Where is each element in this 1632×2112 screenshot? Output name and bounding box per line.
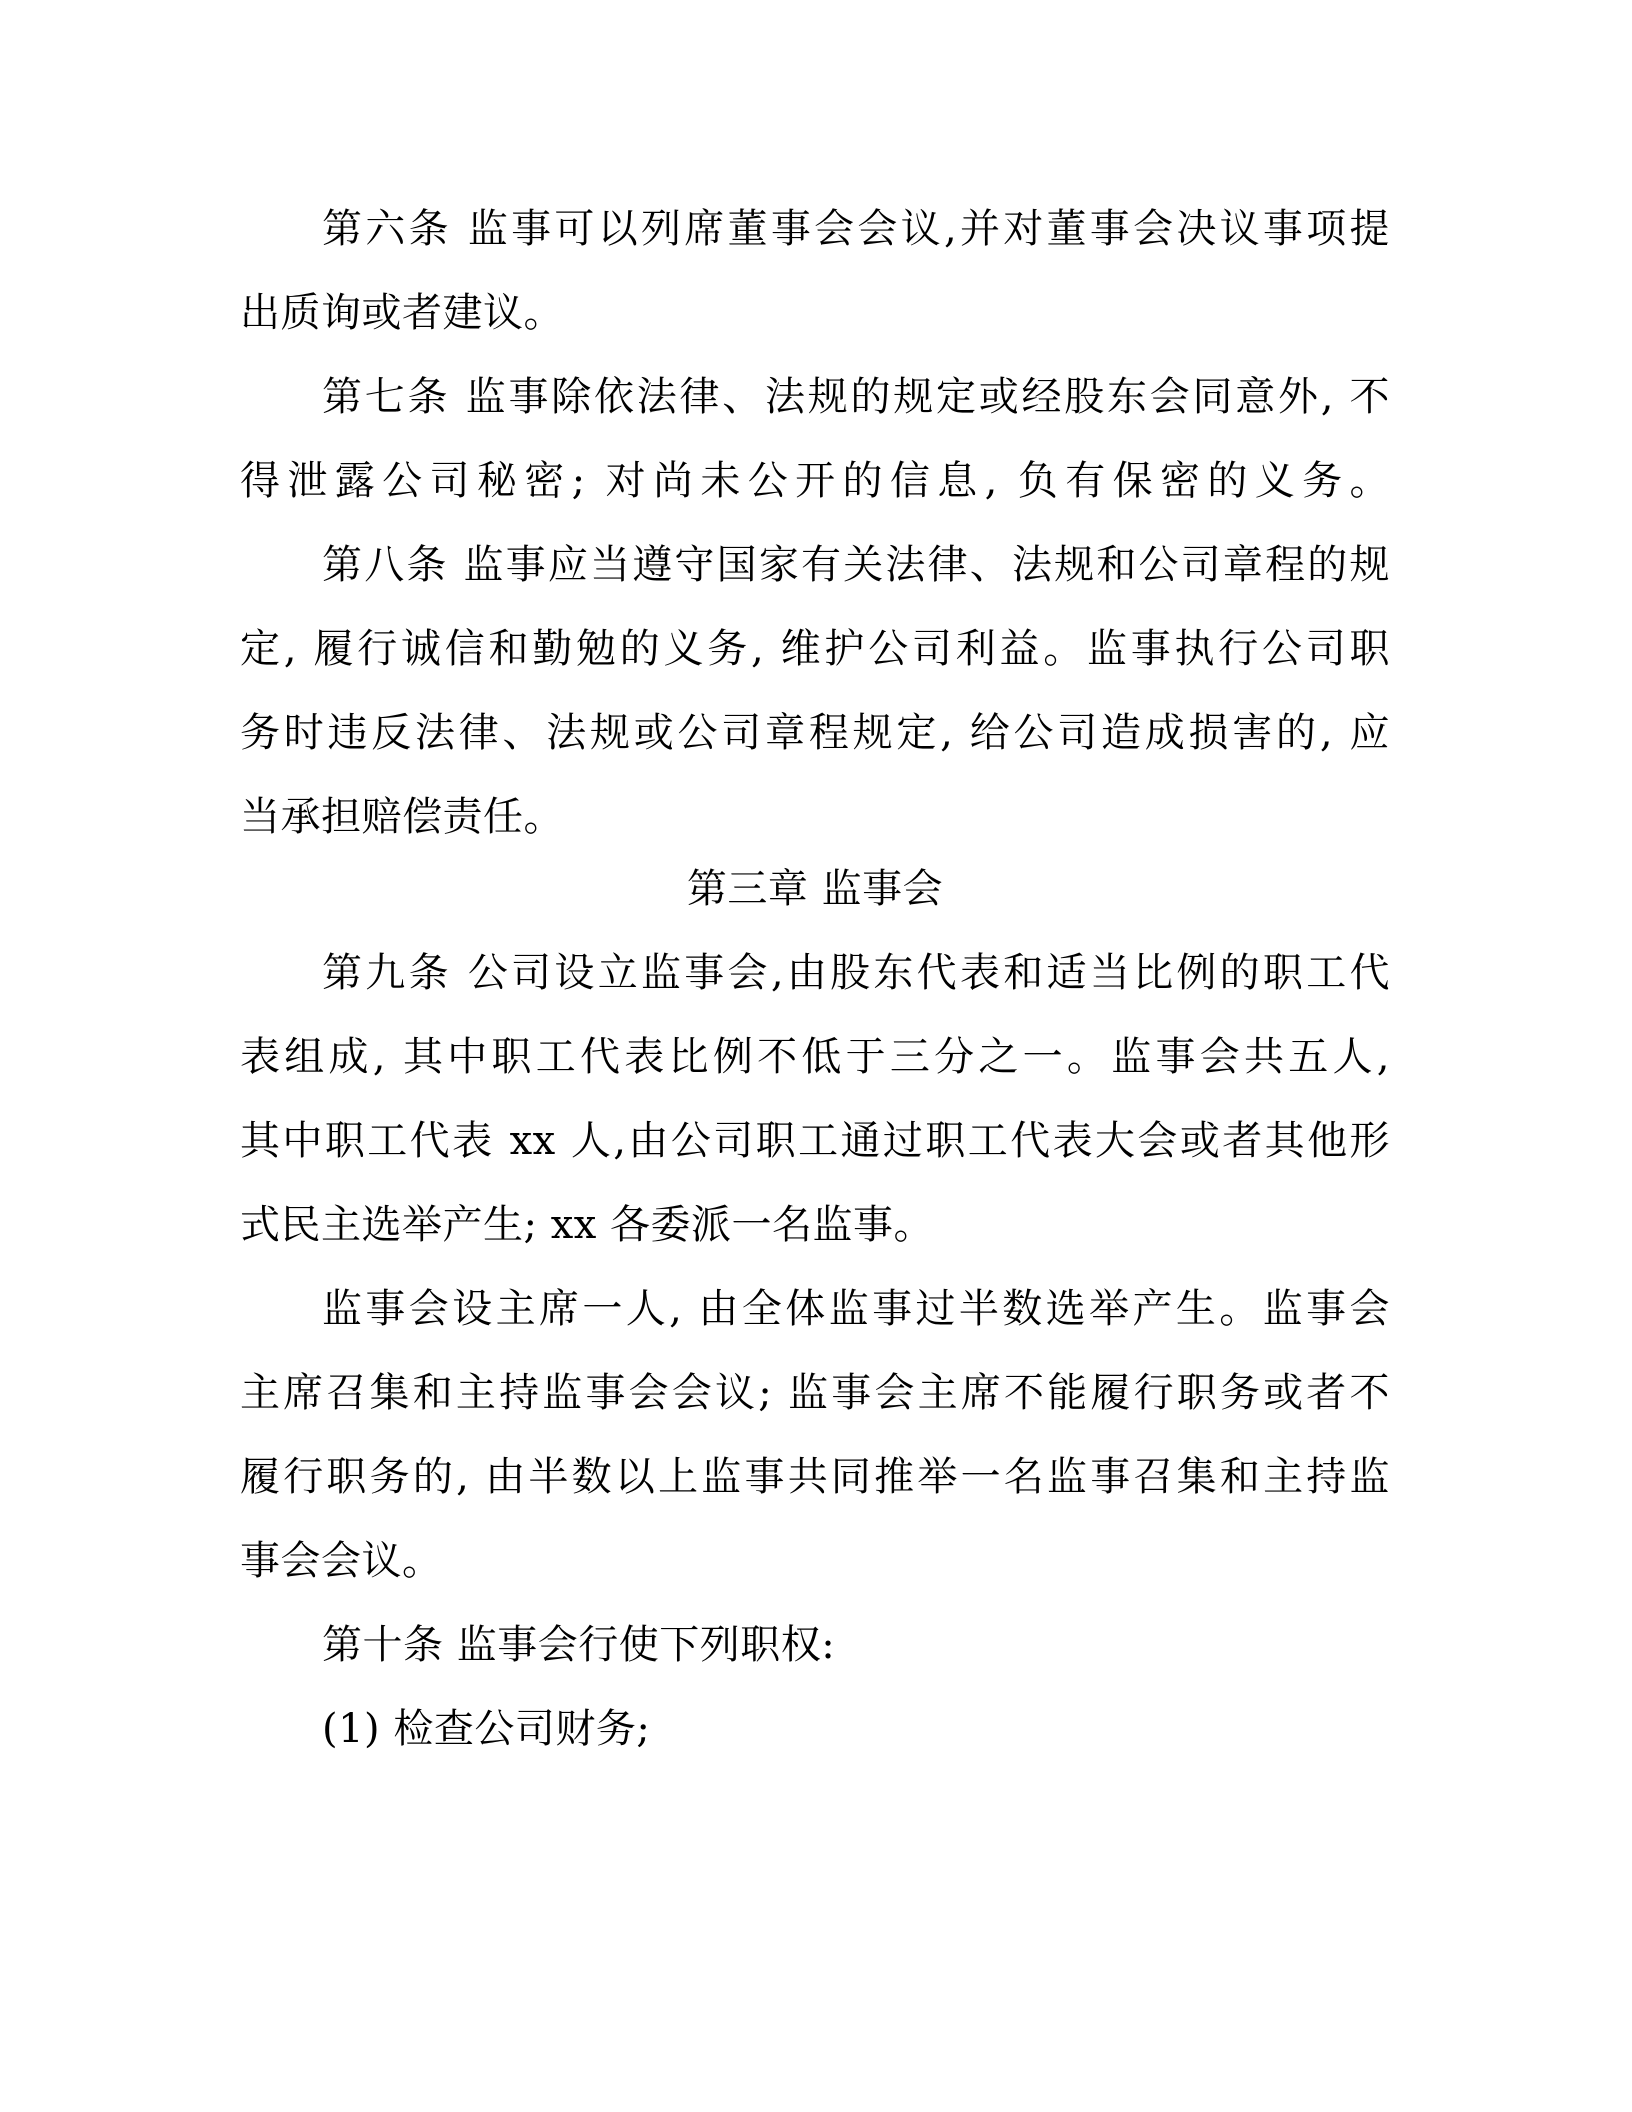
article-9-line-1: 第九条 公司设立监事会,由股东代表和适当比例的职工代 (322, 950, 1390, 996)
article-9-line-2: 表组成, 其中职工代表比例不低于三分之一。监事会共五人, (240, 1034, 1390, 1080)
power-item-1: (1) 检查公司财务; (322, 1706, 651, 1752)
article-6-line-2: 出质询或者建议。 (240, 290, 564, 336)
chairman-paragraph-line-2: 主席召集和主持监事会会议; 监事会主席不能履行职务或者不 (240, 1370, 1390, 1416)
article-8-line-3: 务时违反法律、法规或公司章程规定, 给公司造成损害的, 应 (240, 710, 1390, 756)
chairman-paragraph-line-4: 事会会议。 (240, 1538, 443, 1584)
chairman-paragraph-line-1: 监事会设主席一人, 由全体监事过半数选举产生。监事会 (322, 1286, 1390, 1332)
article-7-line-2: 得泄露公司秘密; 对尚未公开的信息, 负有保密的义务。 (240, 458, 1390, 504)
article-8-line-1: 第八条 监事应当遵守国家有关法律、法规和公司章程的规 (322, 542, 1390, 588)
article-7-line-1: 第七条 监事除依法律、法规的规定或经股东会同意外, 不 (322, 374, 1390, 420)
article-8-line-4: 当承担赔偿责任。 (240, 794, 564, 840)
chapter-3-title: 第三章 监事会 (686, 866, 944, 912)
article-6-line-1: 第六条 监事可以列席董事会会议,并对董事会决议事项提 (322, 206, 1390, 252)
article-8-line-2: 定, 履行诚信和勤勉的义务, 维护公司利益。监事执行公司职 (240, 626, 1390, 672)
article-10-line-1: 第十条 监事会行使下列职权: (322, 1622, 836, 1668)
article-9-line-4: 式民主选举产生; xx 各委派一名监事。 (240, 1202, 935, 1248)
article-9-line-3: 其中职工代表 xx 人,由公司职工通过职工代表大会或者其他形 (240, 1118, 1390, 1164)
chairman-paragraph-line-3: 履行职务的, 由半数以上监事共同推举一名监事召集和主持监 (240, 1454, 1390, 1500)
